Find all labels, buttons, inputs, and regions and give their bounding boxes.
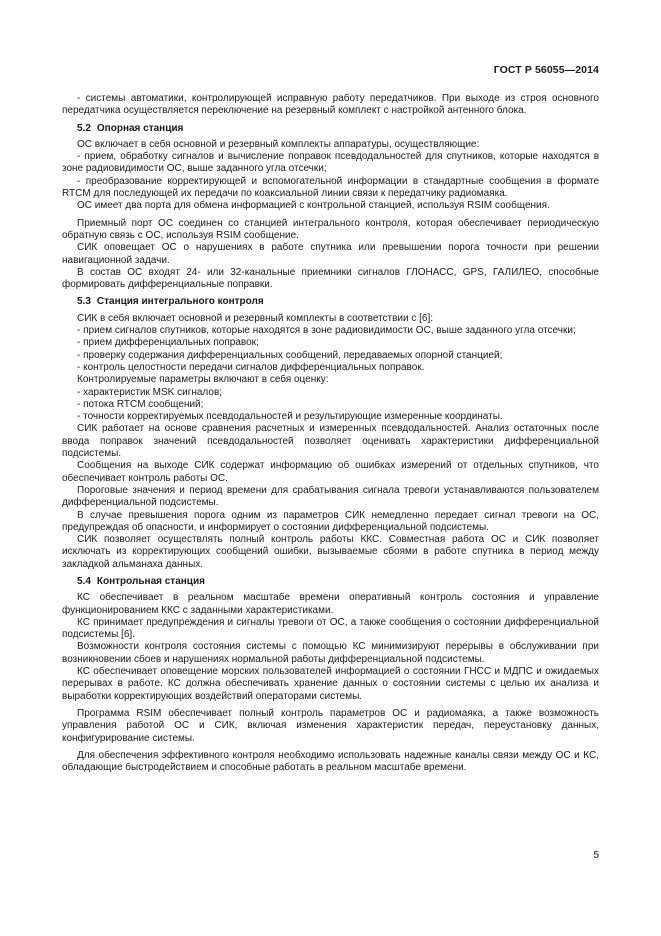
page-number: 5 xyxy=(593,850,599,861)
paragraph: - точности корректируемых псевдодальностей и результирующие измеренные координаты. xyxy=(77,411,503,423)
paragraph: СИК оповещает ОС о нарушениях в работе спутника или превышении порога точности при решении навигационной задачи. xyxy=(62,242,599,266)
paragraph: СИК позволяет осуществлять полный контроль работы ККС. Совместная работа ОС и СИК позволяет исключать из корректирующих сообщений ошибки, вызываемые сбоями в работе спутника в период между закладкой альманаха данных. xyxy=(62,534,599,570)
paragraph: - контроль целостности передачи сигналов дифференциальных поправок. xyxy=(77,361,425,373)
section-heading-5-3 xyxy=(62,296,599,308)
document-body xyxy=(62,93,599,774)
paragraph: - преобразование корректирующей и вспомогательной информации в стандартные сообщения в формате RTCM для последующей их передачи по коаксиальной линии связи к передатчику радиомаяка. xyxy=(62,175,599,200)
section-number: 5.2 xyxy=(77,122,91,134)
section-number: 5.4 xyxy=(77,575,91,587)
paragraph: ОС имеет два порта для обмена информацией с контрольной станцией, используя RSIM сообщения. xyxy=(77,200,550,212)
paragraph: Для обеспечения эффективного контроля необходимо использовать надежные каналы связи между ОС и КС, обладающие быстродействием и способные работать в реальном масштабе времени. xyxy=(62,749,599,774)
paragraph: Приемный порт ОС соединен со станцией интегрального контроля, которая обеспечивает периодическую обратную связь с ОС, используя RSIM сообщение. xyxy=(62,217,599,241)
paragraph: - системы автоматики, контролирующей исправную работу передатчиков. При выходе из строя основного передатчика осуществляется переключение на резервный комплект с настройкой антенного блока. xyxy=(62,93,599,117)
paragraph: - прием, обработку сигналов и вычисление поправок псевдодальностей для спутников, которые находятся в зоне радиовидимости ОС, выше заданного угла отсечки; xyxy=(62,151,599,175)
paragraph: Пороговые значения и период времени для срабатывания сигнала тревоги устанавливаются пользователем дифференциальной подсистемы. xyxy=(62,484,599,509)
paragraph: Возможности контроля состояния системы с помощью КС минимизируют перерывы в обслуживании при возникновении сбоев и нарушениях нормальной работы дифференциальной подсистемы. xyxy=(62,641,599,665)
paragraph: СИК работает на основе сравнения расчетных и измеренных псевдодальностей. Анализ остаточных после ввода поправок значений псевдодальностей позволяет оценивать характеристики дифференциальной подсистемы. xyxy=(62,423,599,460)
paragraph: - проверку содержания дифференциальных сообщений, передаваемых опорной станцией; xyxy=(77,349,503,361)
section-title: Станция интегрального контроля xyxy=(96,296,264,308)
paragraph: КС обеспечивает оповещение морских пользователей информацией о состоянии ГНСС и МДПС и ожидаемых перерывах в работе. КС должна обеспечивать хранение данных о состоянии системы с целью их анализа и выработки корректирующих воздействий операторами системы. xyxy=(62,666,599,702)
paragraph: - прием сигналов спутников, которые находятся в зоне радиовидимости ОС, выше заданного угла отсечки; xyxy=(77,325,576,337)
paragraph: КС принимает предупреждения и сигналы тревоги от ОС, а также сообщения о состоянии дифференциальной подсистемы [6]. xyxy=(62,616,599,641)
paragraph: - прием дифференциальных поправок; xyxy=(77,337,259,349)
document-id-header: ГОСТ Р 56055—2014 xyxy=(493,64,599,76)
paragraph: Контролируемые параметры включают в себя оценку: xyxy=(77,374,329,386)
section-heading-5-2 xyxy=(62,123,599,135)
paragraph: В случае превышения порога одним из параметров СИК немедленно передает сигнал тревоги на ОС, предупреждая об опасности, и информирует о состоянии дифференциальной подсистемы. xyxy=(62,509,599,533)
paragraph: - характеристик MSK сигналов; xyxy=(77,386,223,398)
paragraph: Сообщения на выходе СИК содержат информацию об ошибках измерений от отдельных спутников, что обеспечивает контроль работы ОС. xyxy=(62,460,599,484)
section-title: Опорная станция xyxy=(96,122,184,134)
section-number: 5.3 xyxy=(77,296,91,308)
paragraph: КС обеспечивает в реальном масштабе времени оперативный контроль состояния и управление функционированием ККС с заданными характеристиками. xyxy=(62,592,599,616)
paragraph: В состав ОС входят 24- или 32-канальные приемники сигналов ГЛОНАСС, GPS, ГАЛИЛЕО, способные формировать дифференциальные поправки. xyxy=(62,266,599,291)
paragraph: СИК в себя включает основной и резервный комплекты в соответствии с [6]: xyxy=(77,312,434,324)
section-title: Контрольная станция xyxy=(96,575,205,587)
section-heading-5-4 xyxy=(62,576,599,588)
paragraph: ОС включает в себя основной и резервный комплекты аппаратуры, осуществляющие: xyxy=(77,138,480,150)
paragraph: Программа RSIM обеспечивает полный контроль параметров ОС и радиомаяка, а также возможность управления работой ОС и СИК, включая изменения характеристик передач, переустановку данных, конфигурирование системы. xyxy=(62,707,599,744)
paragraph: - потока RTCM сообщений; xyxy=(77,398,204,410)
